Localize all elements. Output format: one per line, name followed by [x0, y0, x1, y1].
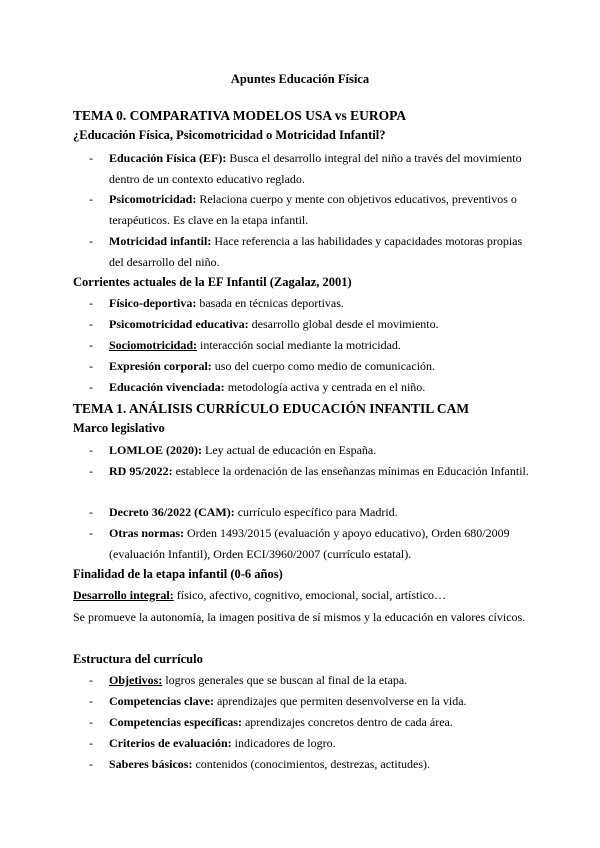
- bullet-dash: -: [89, 380, 93, 394]
- list-item-text: RD 95/2022: establece la ordenación de las enseñanzas mínimas en Educación Infantil.: [109, 464, 529, 478]
- bullet-dash: -: [89, 757, 93, 771]
- bullet-dash: -: [89, 736, 93, 750]
- document-title: Apuntes Educación Física: [230, 72, 370, 86]
- list-item-text: Objetivos: logros generales que se buscan al final de la etapa.: [109, 673, 408, 687]
- list-item-text: Competencias clave: aprendizajes que permiten desenvolverse en la vida.: [109, 694, 467, 708]
- estructura-heading: Estructura del currículo: [73, 652, 203, 666]
- list-item-text: Sociomotricidad: interacción social mediante la motricidad.: [109, 338, 401, 352]
- list-item-text: Educación vivenciada: metodología activa y centrada en el niño.: [109, 380, 426, 394]
- bullet-dash: -: [89, 317, 93, 331]
- finalidad-heading: Finalidad de la etapa infantil (0-6 años): [73, 567, 283, 581]
- bullet-dash: -: [89, 359, 93, 373]
- list-item-text: Saberes básicos: contenidos (conocimientos, destrezas, actitudes).: [109, 757, 431, 771]
- bullet-dash: -: [89, 715, 93, 729]
- list-item-text: Decreto 36/2022 (CAM): currículo específico para Madrid.: [109, 505, 398, 519]
- tema0-heading: TEMA 0. COMPARATIVA MODELOS USA vs EUROPA: [73, 108, 407, 123]
- bullet-dash: -: [89, 505, 93, 519]
- list-item-text: Psicomotricidad educativa: desarrollo global desde el movimiento.: [109, 317, 439, 331]
- bullet-dash: -: [89, 673, 93, 687]
- corrientes-heading: Corrientes actuales de la EF Infantil (Zagalaz, 2001): [73, 275, 352, 289]
- list-item-text: Educación Física (EF): Busca el desarrollo integral del niño a través del movimiento dentro de un contexto educativo reglado.: [109, 151, 522, 186]
- tema0-question: ¿Educación Física, Psicomotricidad o Motricidad Infantil?: [73, 128, 386, 142]
- bullet-dash: -: [89, 526, 93, 540]
- promueve-paragraph: Se promueve la autonomía, la imagen positiva de sí mismos y la educación en valores cívicos.: [73, 610, 526, 624]
- list-item-text: Criterios de evaluación: indicadores de logro.: [109, 736, 336, 750]
- bullet-dash: -: [89, 192, 93, 206]
- bullet-dash: -: [89, 464, 93, 478]
- list-item-text: LOMLOE (2020): Ley actual de educación en España.: [109, 443, 377, 457]
- bullet-dash: -: [89, 338, 93, 352]
- bullet-dash: -: [89, 234, 93, 248]
- list-item-text: Psicomotricidad: Relaciona cuerpo y mente con objetivos educativos, preventivos o terapéuticos. Es clave en la etapa infantil.: [109, 192, 517, 227]
- list-item-text: Motricidad infantil: Hace referencia a las habilidades y capacidades motoras propias del desarrollo del niño.: [109, 234, 523, 269]
- list-item-text: Expresión corporal: uso del cuerpo como medio de comunicación.: [109, 359, 436, 373]
- bullet-dash: -: [89, 151, 93, 165]
- list-item-text: Otras normas: Orden 1493/2015 (evaluación y apoyo educativo), Orden 680/2009 (evaluación Infantil), Orden ECI/3960/2007 (currículo estatal).: [109, 526, 510, 561]
- tema1-heading: TEMA 1. ANÁLISIS CURRÍCULO EDUCACIÓN INFANTIL CAM: [73, 401, 470, 416]
- list-item-text: Físico-deportiva: basada en técnicas deportivas.: [109, 296, 344, 310]
- bullet-dash: -: [89, 296, 93, 310]
- desarrollo-paragraph: Desarrollo integral: físico, afectivo, cognitivo, emocional, social, artístico…: [73, 588, 447, 602]
- list-item-text: Competencias específicas: aprendizajes concretos dentro de cada área.: [109, 715, 453, 729]
- marco-heading: Marco legislativo: [73, 421, 165, 435]
- bullet-dash: -: [89, 443, 93, 457]
- bullet-dash: -: [89, 694, 93, 708]
